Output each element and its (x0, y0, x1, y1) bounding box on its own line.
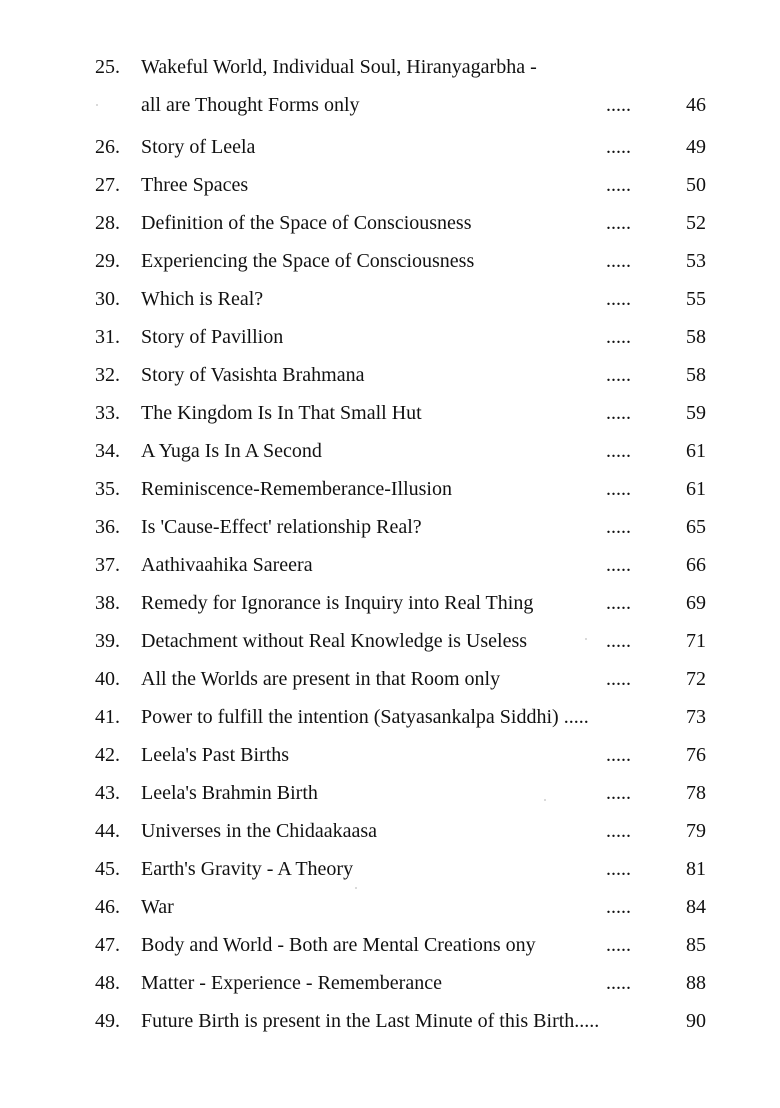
entry-number: 43. (95, 782, 120, 804)
entry-number: 25. (95, 56, 120, 78)
entry-leader-dots: ..... (606, 440, 631, 462)
entry-number: 32. (95, 364, 120, 386)
toc-list (0, 48, 780, 1040)
entry-page-number: 78 (686, 782, 706, 804)
entry-page-number: 65 (686, 516, 706, 538)
entry-page-number: 49 (686, 136, 706, 158)
scan-speck (585, 638, 587, 640)
entry-title: Three Spaces (141, 174, 249, 196)
entry-page-number: 55 (686, 288, 706, 310)
entry-leader-dots: ..... (606, 478, 631, 500)
entry-title: Reminiscence-Rememberance-Illusion (141, 478, 452, 500)
entry-leader-dots: ..... (606, 174, 631, 196)
entry-page-number: 72 (686, 668, 706, 690)
entry-leader-dots: ..... (606, 668, 631, 690)
entry-number: 38. (95, 592, 120, 614)
entry-number: 47. (95, 934, 120, 956)
entry-page-number: 52 (686, 212, 706, 234)
entry-page-number: 59 (686, 402, 706, 424)
entry-title: Power to fulfill the intention (Satyasankalpa Siddhi) ..... (141, 706, 589, 728)
entry-page-number: 61 (686, 478, 706, 500)
entry-number: 39. (95, 630, 120, 652)
entry-title: Detachment without Real Knowledge is Useless (141, 630, 528, 652)
entry-number: 28. (95, 212, 120, 234)
toc-entry (0, 204, 780, 242)
entry-leader-dots: ..... (606, 782, 631, 804)
toc-entry (0, 356, 780, 394)
entry-leader-dots: ..... (606, 744, 631, 766)
entry-page-number: 61 (686, 440, 706, 462)
entry-leader-dots: ..... (606, 896, 631, 918)
entry-page-number: 85 (686, 934, 706, 956)
entry-number: 29. (95, 250, 120, 272)
entry-title: Remedy for Ignorance is Inquiry into Real Thing (141, 592, 534, 614)
entry-page-number: 81 (686, 858, 706, 880)
entry-title: Is 'Cause-Effect' relationship Real? (141, 516, 422, 538)
toc-entry (0, 926, 780, 964)
entry-number: 44. (95, 820, 120, 842)
entry-title: Which is Real? (141, 288, 264, 310)
entry-page-number: 50 (686, 174, 706, 196)
entry-number: 33. (95, 402, 120, 424)
toc-entry (0, 774, 780, 812)
entry-leader-dots: ..... (606, 326, 631, 348)
entry-page-number: 90 (686, 1010, 706, 1032)
toc-entry (0, 394, 780, 432)
entry-leader-dots: ..... (606, 630, 631, 652)
entry-number: 42. (95, 744, 120, 766)
entry-leader-dots: ..... (606, 212, 631, 234)
entry-page-number: 88 (686, 972, 706, 994)
entry-title: Definition of the Space of Consciousness (141, 212, 472, 234)
entry-page-number: 73 (686, 706, 706, 728)
entry-number: 30. (95, 288, 120, 310)
entry-title: Experiencing the Space of Consciousness (141, 250, 475, 272)
entry-number: 45. (95, 858, 120, 880)
toc-entry (0, 698, 780, 736)
toc-entry (0, 660, 780, 698)
entry-leader-dots: ..... (606, 554, 631, 576)
toc-entry (0, 48, 780, 128)
entry-leader-dots: ..... (606, 364, 631, 386)
toc-entry (0, 242, 780, 280)
entry-title: Universes in the Chidaakaasa (141, 820, 378, 842)
entry-number: 41. (95, 706, 120, 728)
entry-title: Matter - Experience - Rememberance (141, 972, 442, 994)
entry-leader-dots: ..... (606, 94, 631, 116)
entry-leader-dots: ..... (606, 972, 631, 994)
entry-number: 37. (95, 554, 120, 576)
toc-entry (0, 546, 780, 584)
toc-entry (0, 470, 780, 508)
entry-number: 31. (95, 326, 120, 348)
toc-entry (0, 1002, 780, 1040)
toc-entry (0, 850, 780, 888)
entry-title: Future Birth is present in the Last Minute of this Birth..... (141, 1010, 600, 1032)
entry-title: Story of Leela (141, 136, 256, 158)
entry-number: 26. (95, 136, 120, 158)
toc-entry (0, 888, 780, 926)
entry-title: Story of Pavillion (141, 326, 284, 348)
entry-number: 48. (95, 972, 120, 994)
entry-page-number: 53 (686, 250, 706, 272)
entry-page-number: 46 (686, 94, 706, 116)
entry-number: 27. (95, 174, 120, 196)
entry-title: Leela's Brahmin Birth (141, 782, 318, 804)
entry-number: 35. (95, 478, 120, 500)
entry-page-number: 66 (686, 554, 706, 576)
entry-number: 40. (95, 668, 120, 690)
toc-entry (0, 318, 780, 356)
scan-speck (96, 104, 98, 106)
entry-leader-dots: ..... (606, 288, 631, 310)
entry-leader-dots: ..... (606, 858, 631, 880)
entry-title: All the Worlds are present in that Room only (141, 668, 501, 690)
entry-title: Wakeful World, Individual Soul, Hiranyagarbha - (141, 56, 537, 78)
entry-page-number: 71 (686, 630, 706, 652)
toc-entry (0, 964, 780, 1002)
entry-number: 46. (95, 896, 120, 918)
toc-entry (0, 128, 780, 166)
toc-entry (0, 736, 780, 774)
entry-leader-dots: ..... (606, 516, 631, 538)
entry-number: 34. (95, 440, 120, 462)
entry-title-continued: all are Thought Forms only (141, 94, 360, 116)
entry-page-number: 76 (686, 744, 706, 766)
entry-leader-dots: ..... (606, 402, 631, 424)
toc-entry (0, 166, 780, 204)
toc-entry (0, 508, 780, 546)
toc-entry (0, 280, 780, 318)
entry-title: Body and World - Both are Mental Creations ony (141, 934, 536, 956)
entry-title: The Kingdom Is In That Small Hut (141, 402, 422, 424)
entry-page-number: 58 (686, 364, 706, 386)
entry-title: Leela's Past Births (141, 744, 290, 766)
entry-leader-dots: ..... (606, 820, 631, 842)
entry-number: 49. (95, 1010, 120, 1032)
entry-leader-dots: ..... (606, 250, 631, 272)
entry-title: Aathivaahika Sareera (141, 554, 313, 576)
entry-page-number: 79 (686, 820, 706, 842)
toc-entry (0, 432, 780, 470)
entry-leader-dots: ..... (606, 136, 631, 158)
entry-title: War (141, 896, 174, 918)
entry-leader-dots: ..... (606, 592, 631, 614)
toc-entry (0, 622, 780, 660)
entry-page-number: 84 (686, 896, 706, 918)
entry-title: A Yuga Is In A Second (141, 440, 322, 462)
entry-page-number: 58 (686, 326, 706, 348)
entry-title: Story of Vasishta Brahmana (141, 364, 365, 386)
entry-number: 36. (95, 516, 120, 538)
toc-entry (0, 584, 780, 622)
scan-speck (355, 887, 357, 889)
entry-page-number: 69 (686, 592, 706, 614)
toc-entry (0, 812, 780, 850)
scan-speck (544, 799, 546, 801)
entry-leader-dots: ..... (606, 934, 631, 956)
entry-title: Earth's Gravity - A Theory (141, 858, 354, 880)
